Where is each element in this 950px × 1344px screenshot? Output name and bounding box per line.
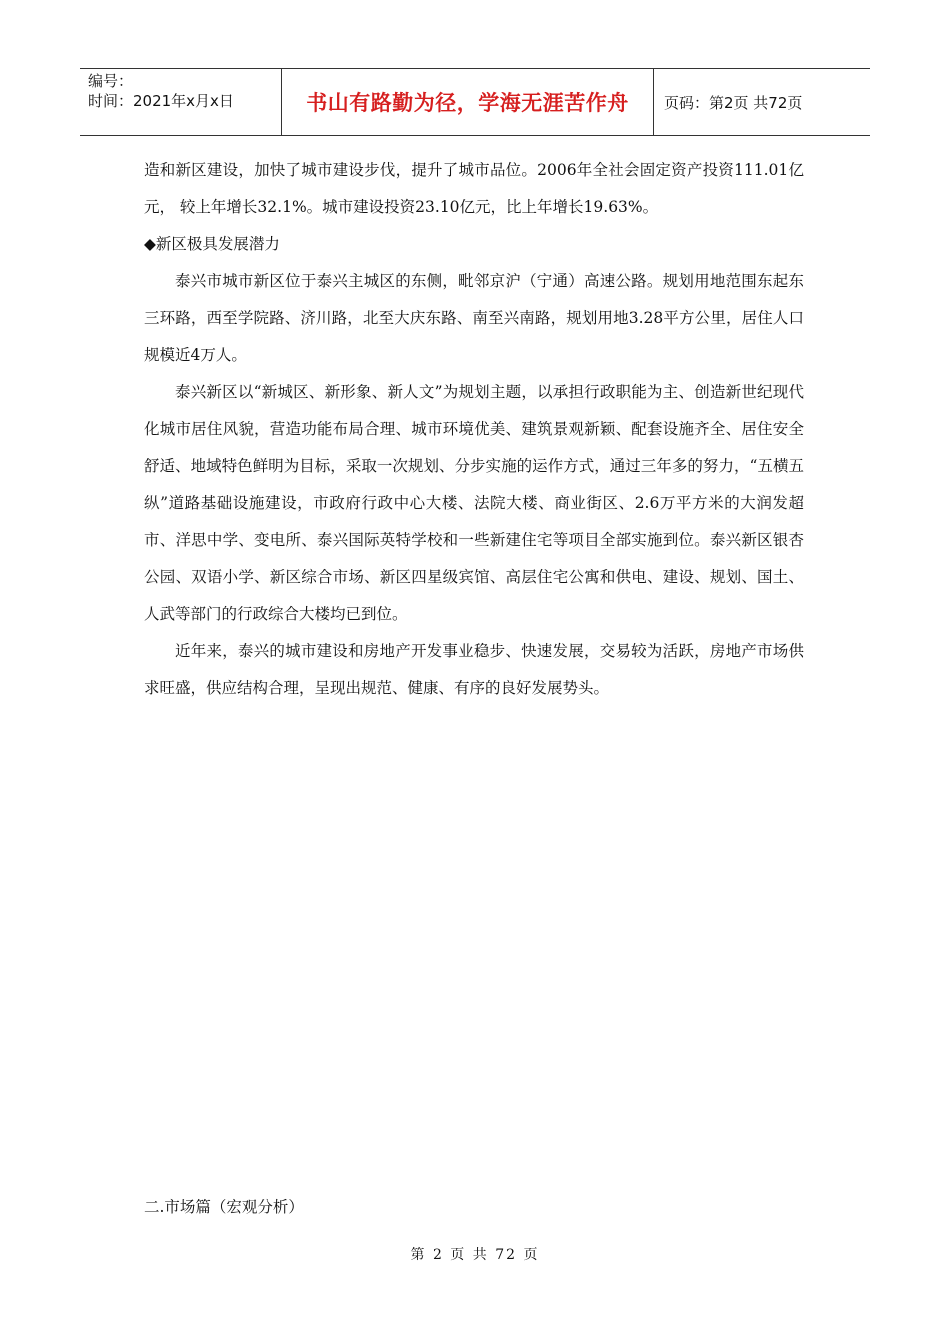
paragraph: 泰兴市城市新区位于泰兴主城区的东侧，毗邻京沪（宁通）高速公路。规划用地范围东起东三环路，西至学院路、济川路，北至大庆东路、南至兴南路，规划用地3.28平方公里，居住人口规模近4万人。 bbox=[144, 272, 804, 364]
subheading-new-district: ◆新区极具发展潜力 bbox=[144, 235, 280, 253]
document-body bbox=[144, 152, 804, 707]
section-title: 二.市场篇（宏观分析） bbox=[144, 1198, 304, 1216]
header-page-number: 页码：第2页 共72页 bbox=[664, 93, 803, 112]
paragraph: 泰兴新区以“新城区、新形象、新人文”为规划主题，以承担行政职能为主、创造新世纪现代化城市居住风貌，营造功能布局合理、城市环境优美、建筑景观新颖、配套设施齐全、居住安全舒适、地域特色鲜明为目标，采取一次规划、分步实施的运作方式，通过三年多的努力，“五横五纵”道路基础设施建设，市政府行政中心大楼、法院大楼、商业街区、2.6万平方米的大润发超市、洋思中学、变电所、泰兴国际英特学校和一些新建住宅等项目全部实施到位。泰兴新区银杏公园、双语小学、新区综合市场、新区四星级宾馆、高层住宅公寓和供电、建设、规划、国土、人武等部门的行政综合大楼均已到位。 bbox=[144, 383, 804, 623]
document-time-label: 时间：2021年x月x日 bbox=[88, 92, 234, 110]
paragraph: 近年来，泰兴的城市建设和房地产开发事业稳步、快速发展，交易较为活跃，房地产市场供求旺盛，供应结构合理，呈现出规范、健康、有序的良好发展势头。 bbox=[144, 642, 804, 697]
page-header bbox=[80, 68, 870, 136]
paragraph: 造和新区建设，加快了城市建设步伐，提升了城市品位。2006年全社会固定资产投资111.01亿元， 较上年增长32.1%。城市建设投资23.10亿元，比上年增长19.63%。 bbox=[144, 161, 804, 216]
page-footer: 第 2 页 共 72 页 bbox=[410, 1247, 540, 1263]
header-meta bbox=[80, 69, 282, 135]
document-number-label: 编号： bbox=[88, 72, 134, 90]
header-motto: 书山有路勤为径，学海无涯苦作舟 bbox=[282, 69, 654, 135]
